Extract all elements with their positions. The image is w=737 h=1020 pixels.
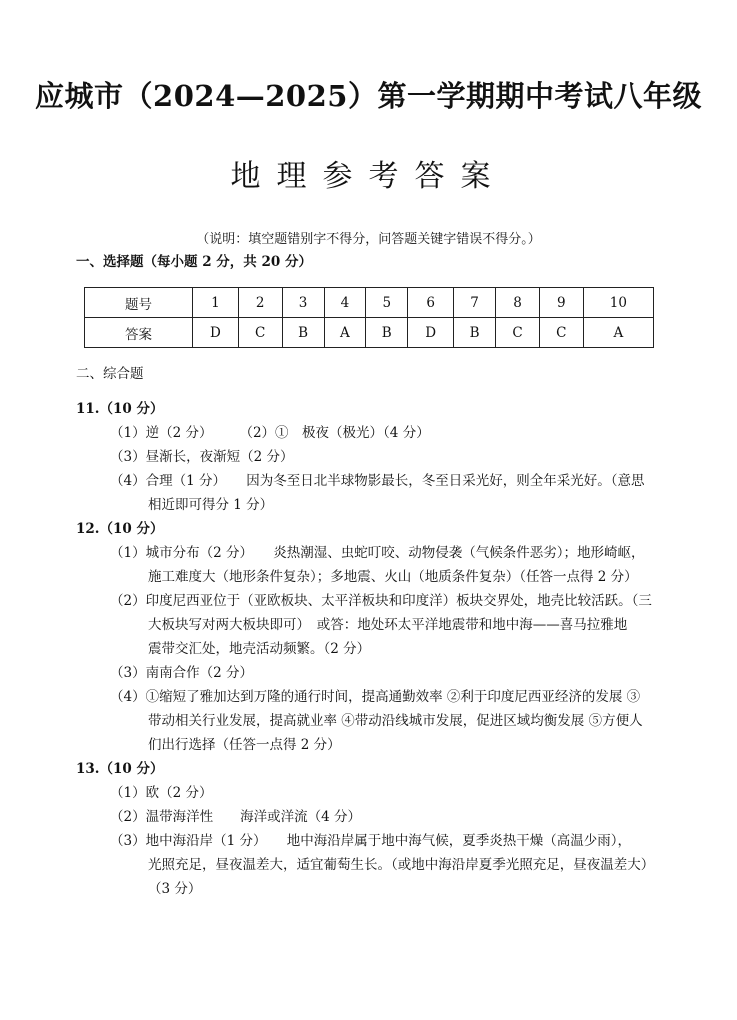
question-11-line: （3）昼渐长，夜渐短（2 分）: [110, 449, 294, 465]
table-cell-answer: C: [238, 318, 282, 348]
question-12-line: （1）城市分布（2 分） 炎热潮湿、虫蛇叮咬、动物侵袭（气候条件恶劣）；地形崎岖，: [110, 545, 645, 561]
question-12-line: 大板块写对两大板块即可） 或答：地处环太平洋地震带和地中海——喜马拉雅地: [148, 617, 628, 633]
section-comprehensive-heading: 二、综合题: [76, 366, 144, 382]
table-cell-number: 8: [496, 288, 540, 318]
table-cell-answer: D: [193, 318, 239, 348]
table-cell-number: 1: [193, 288, 239, 318]
choice-answer-table: [84, 287, 654, 348]
table-cell-answer: D: [408, 318, 454, 348]
grading-note: （说明：填空题错别字不得分，问答题关键字错误不得分。）: [196, 232, 541, 247]
table-cell-answer: A: [324, 318, 366, 348]
table-cell-number: 6: [408, 288, 454, 318]
table-cell-number: 2: [238, 288, 282, 318]
question-11-line: 相近即可得分 1 分）: [148, 497, 274, 513]
table-cell-number: 10: [583, 288, 653, 318]
table-cell-answer: B: [366, 318, 408, 348]
question-13-line: 光照充足，昼夜温差大，适宜葡萄生长。（或地中海沿岸夏季光照充足，昼夜温差大）: [148, 857, 655, 873]
table-row-question-numbers: [85, 288, 654, 318]
table-row-answers: [85, 318, 654, 348]
question-12-heading: 12.（10 分）: [76, 521, 164, 537]
question-13-line: （3）地中海沿岸（1 分） 地中海沿岸属于地中海气候，夏季炎热干燥（高温少雨），: [110, 833, 631, 849]
table-cell-number: 3: [282, 288, 324, 318]
question-11-heading: 11.（10 分）: [76, 401, 164, 417]
table-cell-answer: B: [453, 318, 495, 348]
document-subtitle: 地理参考答案: [230, 159, 507, 194]
question-12-line: 震带交汇处，地壳活动频繁。（2 分）: [148, 641, 371, 657]
table-row-label: 题号: [85, 288, 193, 318]
question-12-line: （4）①缩短了雅加达到万隆的通行时间，提高通勤效率 ②利于印度尼西亚经济的发展 ③: [110, 689, 641, 705]
table-cell-answer: B: [282, 318, 324, 348]
question-12-line: （3）南南合作（2 分）: [110, 665, 253, 681]
question-12-line: 带动相关行业发展，提高就业率 ④带动沿线城市发展，促进区域均衡发展 ⑤方便人: [148, 713, 643, 729]
question-12-line: （2）印度尼西亚位于（亚欧板块、太平洋板块和印度洋）板块交界处，地壳比较活跃。（三: [110, 593, 652, 609]
question-12-line: 施工难度大（地形条件复杂）；多地震、火山（地质条件复杂）（任答一点得 2 分）: [148, 569, 638, 585]
table-cell-answer: C: [539, 318, 583, 348]
question-12-line: 们出行选择（任答一点得 2 分）: [148, 737, 341, 753]
document-title: 应城市（2024—2025）第一学期期中考试八年级: [35, 79, 702, 113]
table-cell-number: 5: [366, 288, 408, 318]
question-13-line: （1）欧（2 分）: [110, 785, 213, 801]
question-13-line: （3 分）: [148, 881, 202, 897]
table-row-label: 答案: [85, 318, 193, 348]
question-13-heading: 13.（10 分）: [76, 761, 164, 777]
question-11-line: （1）逆（2 分） （2）① 极夜（极光）（4 分）: [110, 425, 430, 441]
table-cell-answer: C: [496, 318, 540, 348]
table-cell-number: 9: [539, 288, 583, 318]
question-13-line: （2）温带海洋性 海洋或洋流（4 分）: [110, 809, 361, 825]
section-choice-heading: 一、选择题（每小题 2 分，共 20 分）: [76, 254, 312, 270]
question-11-line: （4）合理（1 分） 因为冬至日北半球物影最长，冬至日采光好，则全年采光好。（意思: [110, 473, 645, 489]
table-cell-number: 4: [324, 288, 366, 318]
table-cell-answer: A: [583, 318, 653, 348]
table-cell-number: 7: [453, 288, 495, 318]
